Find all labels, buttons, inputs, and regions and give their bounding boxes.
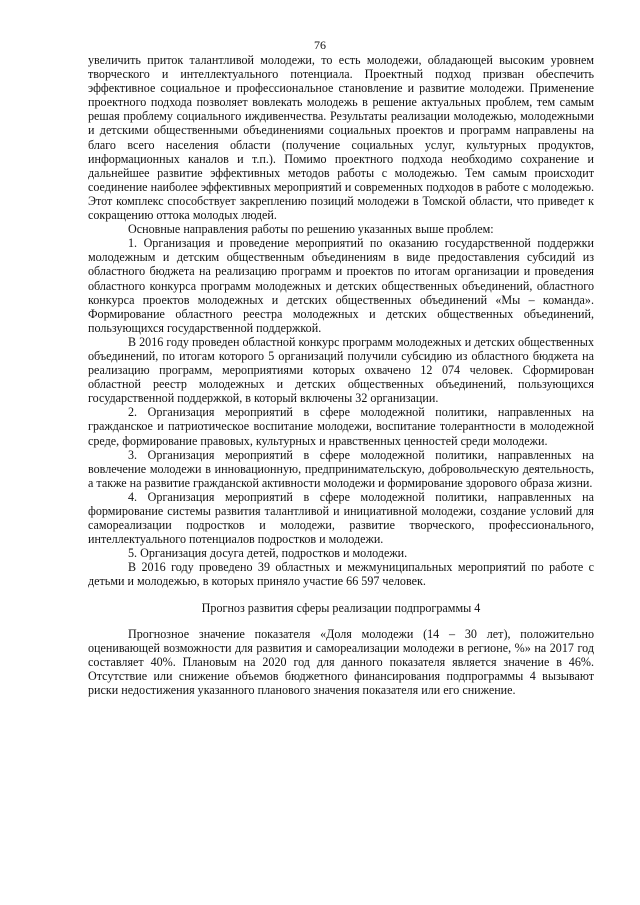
list-item-4: 4. Организация мероприятий в сфере молодежной политики, направленных на формирование системы развития талантливой и инициативной молодежи, создание условий для самореализации подростков и молодежи, развитие творческого, профессионального, интеллектуального потенциалов подростков и молодежи.: [88, 489, 594, 547]
document-body: [88, 53, 594, 697]
list-item-5: 5. Организация досуга детей, подростков и молодежи.: [128, 546, 408, 561]
paragraph-continuation: увеличить приток талантливой молодежи, то есть молодежи, обладающей высоким уровнем творческого и интеллектуального потенциала. Проектный подход призван обеспечить эффективное социальное и профессиональное становление и развитие молодежи. Применение проектного подхода позволяет вовлекать молодежь в решение актуальных проблем, тем самым решая проблему социального иждивенчества. Результаты реализации молодежью, молодежными и детскими общественными объединениями социальных проектов и программ направлены на благо всего населения области (получение социальных услуг, культурных продуктов, информационных каналов и т.п.). Помимо проектного подхода необходимо сохранение и дальнейшее развитие эффективных методов работы с молодежью. Тем самым происходит соединение наиболее эффективных мероприятий и современных подходов в работе с молодежью. Этот комплекс способствует закреплению позиций молодежи в Томской области, что приведет к сокращению оттока молодых людей.: [88, 53, 594, 223]
page-number: 76: [314, 38, 326, 52]
paragraph-2016-events: В 2016 году проведено 39 областных и межмуниципальных мероприятий по работе с детьми и молодежью, в которых приняло участие 66 597 человек.: [88, 560, 594, 589]
paragraph-2016-contest: В 2016 году проведен областной конкурс программ молодежных и детских общественных объединений, по итогам которого 5 организаций получили субсидию из областного бюджета на реализацию программ, мероприятиями которых охвачено 12 074 человек. Сформирован областной реестр молодежных и детских общественных объединений, пользующихся государственной поддержкой, в который включены 32 организации.: [88, 334, 594, 406]
list-item-3: 3. Организация мероприятий в сфере молодежной политики, направленных на вовлечение молодежи в инновационную, предпринимательскую, добровольческую деятельность, а также на развитие гражданской активности молодежи и формирование здорового образа жизни.: [88, 447, 594, 490]
list-item-1: 1. Организация и проведение мероприятий по оказанию государственной поддержки молодежным и детским общественным объединениям в виде предоставления субсидий из областного бюджета на реализацию программ и проектов по итогам организации и проведения областного конкурса программ молодежных и детских общественных объединений, областного конкурса проектов молодежных и детских общественных объединений «Мы – команда». Формирование областного реестра молодежных и детских общественных объединений, пользующихся государственной поддержкой.: [88, 236, 594, 335]
section-heading: Прогноз развития сферы реализации подпрограммы 4: [201, 600, 481, 615]
list-item-2: 2. Организация мероприятий в сфере молодежной политики, направленных на гражданское и патриотическое воспитание молодежи, воспитание толерантности в молодежной среде, формирование правовых, культурных и нравственных ценностей среди молодежи.: [88, 405, 594, 448]
paragraph-forecast: Прогнозное значение показателя «Доля молодежи (14 – 30 лет), положительно оценивающей возможности для развития и самореализации молодежи в регионе, %» на 2017 год составляет 40%. Плановым на 2020 год для данного показателя является значение в 46%. Отсутствие или снижение объемов бюджетного финансирования подпрограммы 4 вызывают риски недостижения указанного планового значения показателя или его снижение.: [88, 626, 594, 698]
paragraph-directions-intro: Основные направления работы по решению указанных выше проблем:: [128, 222, 494, 237]
